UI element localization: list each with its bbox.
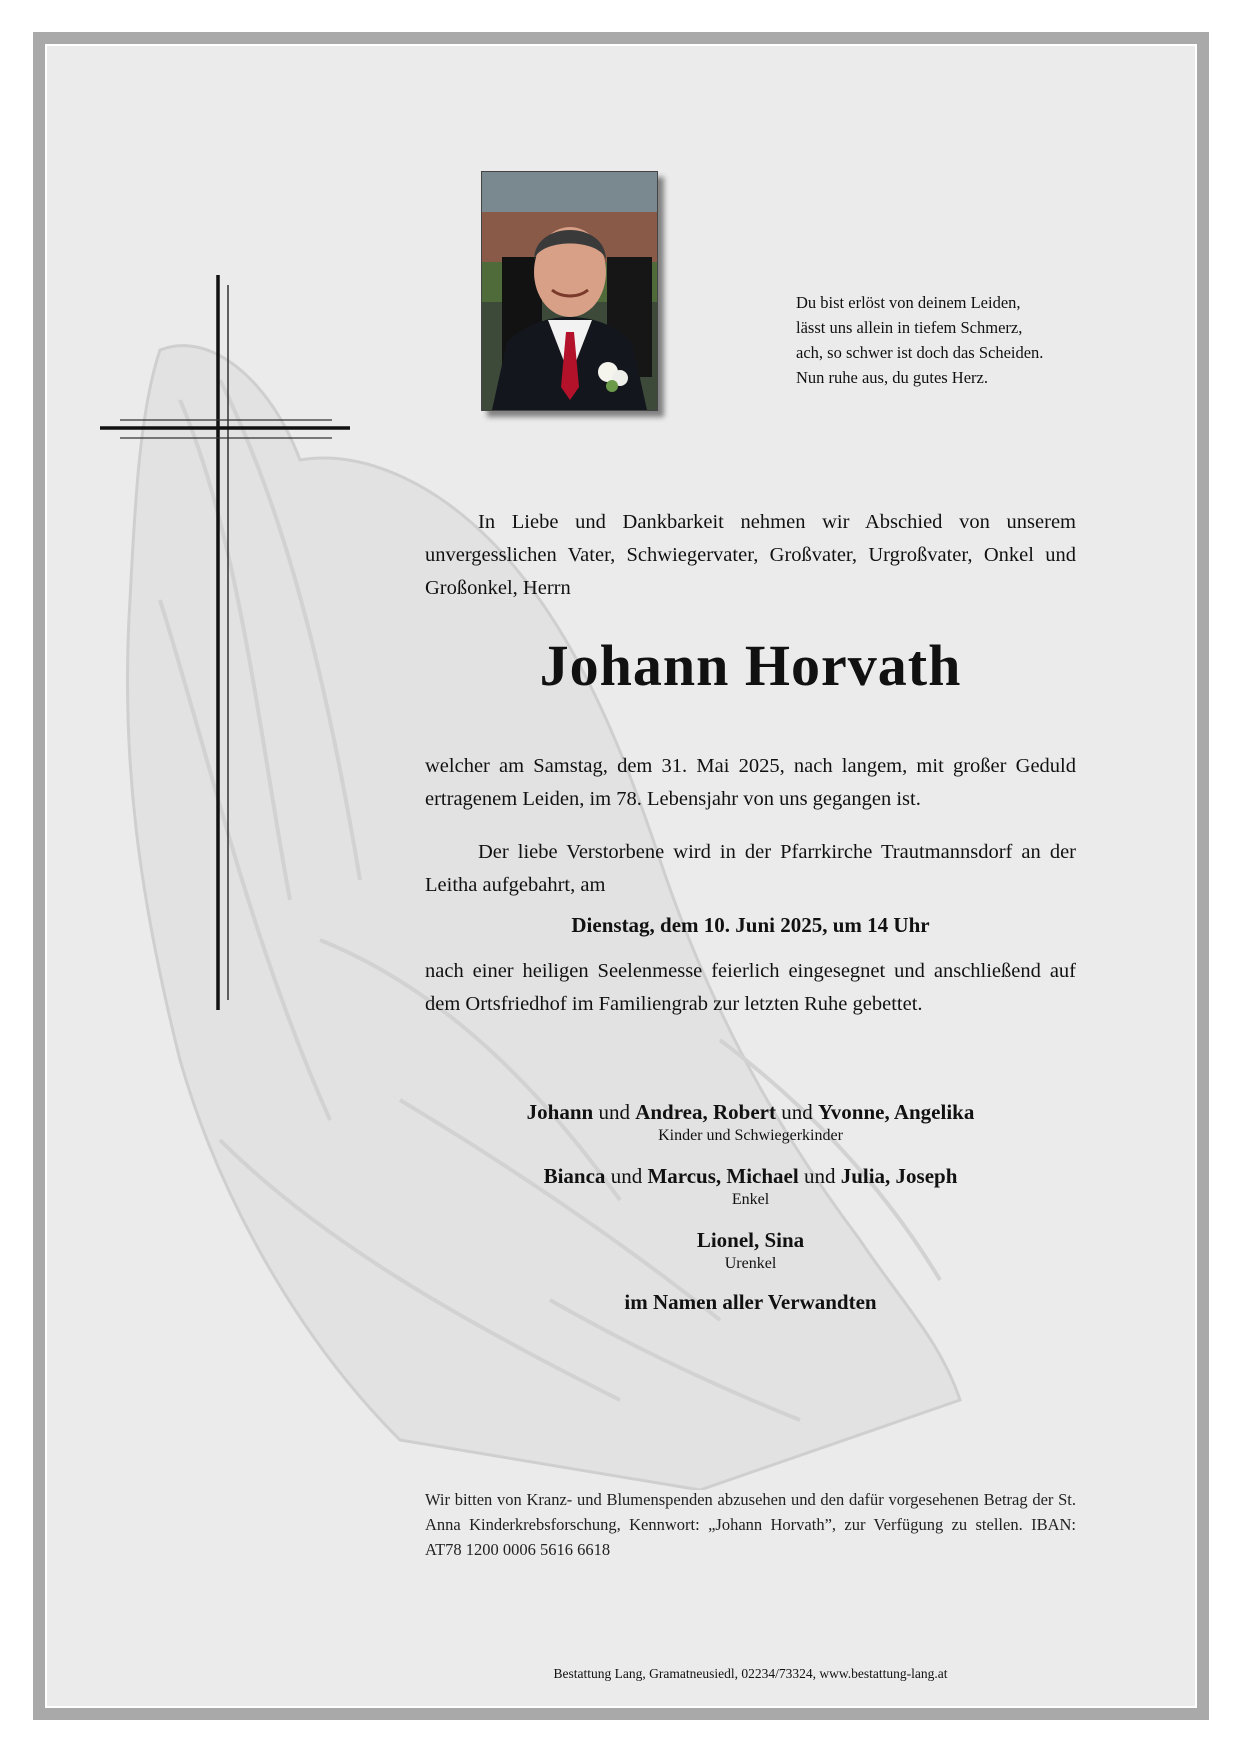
- cross-icon: [100, 275, 350, 1010]
- laid-out-paragraph: Der liebe Verstorbene wird in der Pfarrkirche Trautmannsdorf an der Leitha aufgebahrt, am: [425, 841, 1076, 896]
- children-names: [425, 1098, 1076, 1126]
- burial-paragraph: nach einer heiligen Seelenmesse feierlich eingesegnet und anschließend auf dem Ortsfriedhof im Familiengrab zur letzten Ruhe gebettet.: [425, 960, 1076, 1015]
- mourner-name: Marcus, Michael: [647, 1164, 799, 1188]
- intro-paragraph: In Liebe und Dankbarkeit nehmen wir Abschied von unserem unvergesslichen Vater, Schwiegervater, Großvater, Urgroßvater, Onkel und Großonkel, Herrn: [425, 511, 1076, 599]
- connector: und: [598, 1100, 630, 1124]
- great-grandchildren-relation: Urenkel: [724, 1255, 777, 1272]
- great-grandchildren-names: [425, 1226, 1076, 1254]
- grandchildren-relation: Enkel: [731, 1191, 770, 1208]
- grandchildren-names: [425, 1162, 1076, 1190]
- mourner-name: Johann: [526, 1100, 594, 1124]
- connector: und: [781, 1100, 813, 1124]
- verse-line: ach, so schwer ist doch das Scheiden.: [796, 343, 1044, 362]
- connector: und: [803, 1164, 836, 1188]
- children-relation: Kinder und Schwiegerkinder: [658, 1127, 843, 1144]
- closing-line: im Namen aller Verwandten: [624, 1290, 877, 1314]
- verse: [796, 290, 1096, 390]
- verse-line: Nun ruhe aus, du gutes Herz.: [796, 368, 988, 387]
- mourner-name: Bianca: [543, 1164, 606, 1188]
- funeral-home-footer: Bestattung Lang, Gramatneusiedl, 02234/73324, www.bestattung-lang.at: [553, 1666, 948, 1681]
- mourner-name: Andrea, Robert: [635, 1100, 776, 1124]
- mourners-list: [425, 1098, 1076, 1315]
- verse-line: Du bist erlöst von deinem Leiden,: [796, 293, 1021, 312]
- donation-note: Wir bitten von Kranz- und Blumenspenden abzusehen und den dafür vorgesehenen Betrag der St. Anna Kinderkrebsforschung, Kennwort: „Johann Horvath”, zur Verfügung zu stellen. IBAN: AT78 1200 0006 5616 6618: [425, 1490, 1076, 1559]
- verse-line: lässt uns allein in tiefem Schmerz,: [796, 318, 1023, 337]
- mourner-name: Julia, Joseph: [840, 1164, 958, 1188]
- funeral-date: Dienstag, dem 10. Juni 2025, um 14 Uhr: [571, 913, 930, 937]
- portrait-illustration: [482, 172, 657, 410]
- death-paragraph: welcher am Samstag, dem 31. Mai 2025, nach langem, mit großer Geduld ertragenem Leiden, im 78. Lebensjahr von uns gegangen ist.: [425, 755, 1076, 810]
- portrait-photo: [481, 171, 658, 411]
- mourner-name: Lionel, Sina: [696, 1228, 805, 1252]
- mourner-name: Yvonne, Angelika: [817, 1100, 975, 1124]
- deceased-name: Johann Horvath: [539, 633, 962, 698]
- connector: und: [610, 1164, 643, 1188]
